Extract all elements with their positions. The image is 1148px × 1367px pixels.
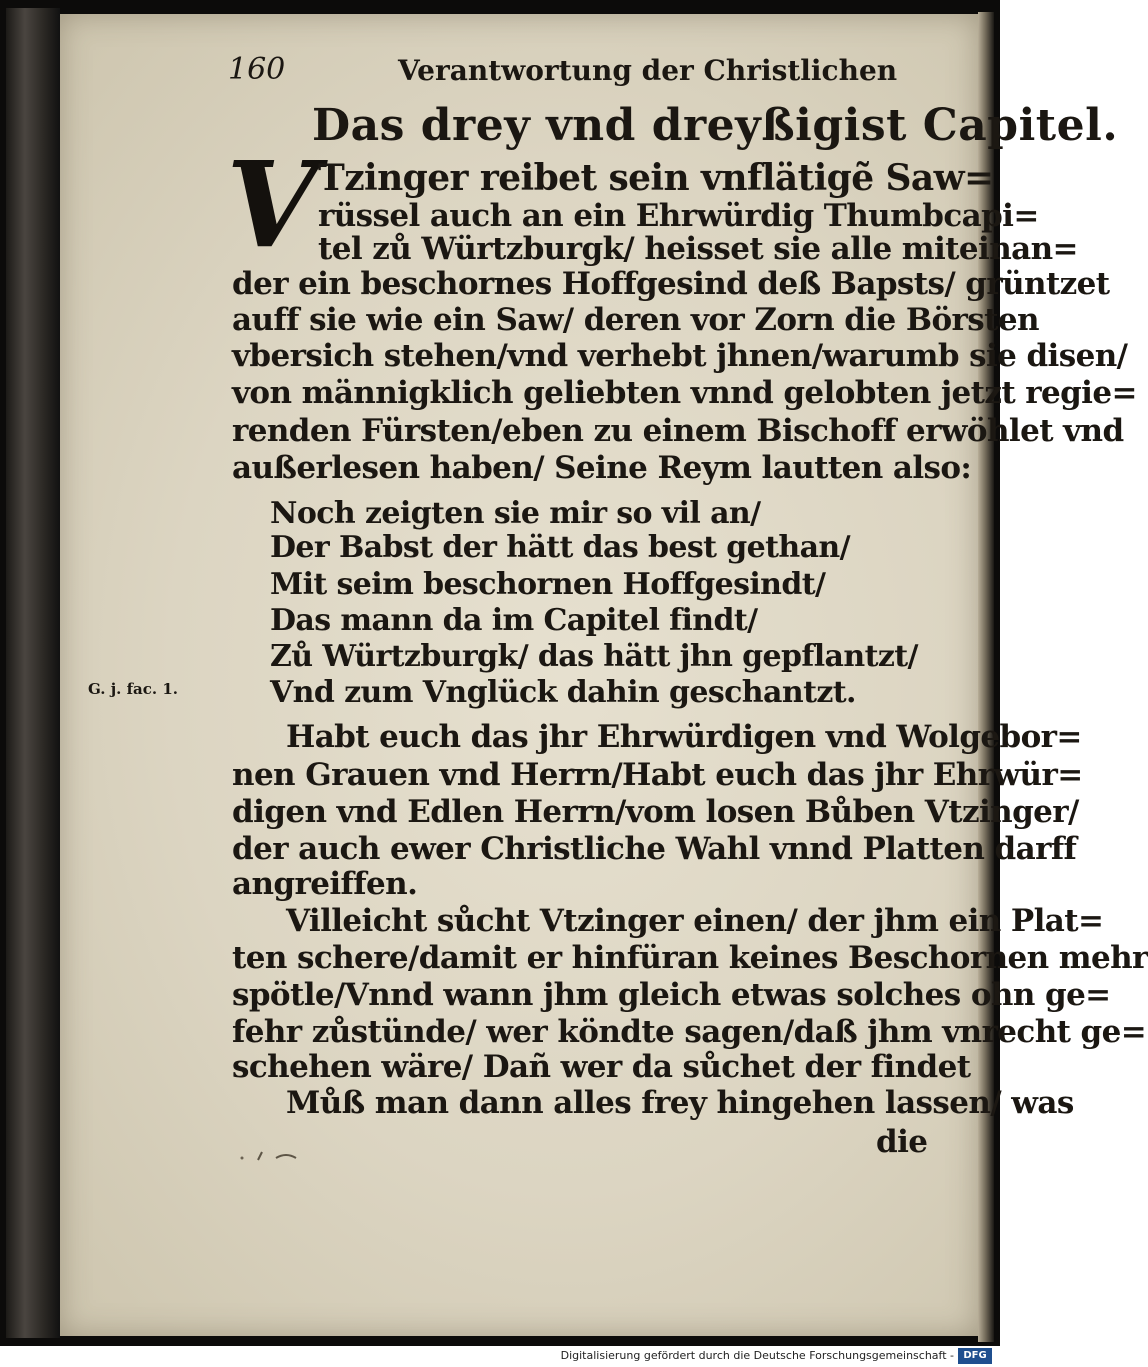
margin-note: G. j. fac. 1.: [88, 680, 178, 698]
body-line: außerlesen haben/ Seine Reym lautten also:: [232, 450, 972, 486]
body-line: Můß man dann alles frey hingehen lassen/ was: [286, 1085, 1074, 1121]
catchword: die: [876, 1124, 928, 1160]
body-line: schehen wäre/ Dañ wer da sůchet der findet: [232, 1049, 971, 1085]
body-line: fehr zůstünde/ wer köndte sagen/daß jhm vnrecht ge=: [232, 1014, 1147, 1050]
running-head: Verantwortung der Christlichen: [398, 54, 898, 87]
body-line: angreiffen.: [232, 866, 418, 902]
body-line: ten schere/damit er hinfüran keines Beschornen mehr: [232, 940, 1148, 976]
body-line: digen vnd Edlen Herrn/vom losen Bůben Vtzinger/: [232, 794, 1079, 830]
page-number: 160: [228, 52, 286, 87]
body-line: tel zů Würtzburgk/ heisset sie alle miteinan=: [318, 231, 1078, 267]
ink-smudge: [236, 1148, 306, 1168]
verse-line: Vnd zum Vnglück dahin geschantzt.: [270, 675, 856, 710]
body-line: auff sie wie ein Saw/ deren vor Zorn die Börsten: [232, 302, 1039, 338]
chapter-title: Das drey vnd dreyßigist Capitel.: [312, 100, 1119, 151]
body-line: der ein beschornes Hoffgesind deß Bapsts/ grüntzet: [232, 266, 1110, 302]
digitization-credit: Digitalisierung gefördert durch die Deutsche Forschungsgemeinschaft -: [560, 1349, 954, 1362]
body-line: nen Grauen vnd Herrn/Habt euch das jhr Ehrwür=: [232, 757, 1083, 793]
drop-cap-initial: V: [226, 135, 318, 274]
body-line: Habt euch das jhr Ehrwürdigen vnd Wolgebor=: [286, 719, 1082, 755]
body-line: Villeicht sůcht Vtzinger einen/ der jhm ein Plat=: [286, 903, 1104, 939]
footer-bar: [0, 1346, 1000, 1367]
verse-line: Zů Würtzburgk/ das hätt jhn gepflantzt/: [270, 639, 918, 674]
verse-line: Der Babst der hätt das best gethan/: [270, 530, 850, 565]
body-line: der auch ewer Christliche Wahl vnnd Platten darff: [232, 831, 1077, 867]
body-line: Tzinger reibet sein vnflätigẽ Saw=: [318, 157, 994, 199]
dfg-logo: DFG: [958, 1348, 992, 1364]
body-line: rüssel auch an ein Ehrwürdig Thumbcapi=: [318, 198, 1039, 234]
verse-line: Mit seim beschornen Hoffgesindt/: [270, 567, 826, 602]
body-line: renden Fürsten/eben zu einem Bischoff erwöhlet vnd: [232, 413, 1124, 449]
verse-line: Noch zeigten sie mir so vil an/: [270, 496, 761, 531]
page-header: [228, 52, 898, 94]
body-line: spötle/Vnnd wann jhm gleich etwas solches ohn ge=: [232, 977, 1111, 1013]
body-line: von männigklich geliebten vnnd gelobten jetzt regie=: [232, 375, 1137, 411]
verse-line: Das mann da im Capitel findt/: [270, 603, 758, 638]
body-line: vbersich stehen/vnd verhebt jhnen/warumb sie disen/: [232, 338, 1128, 374]
